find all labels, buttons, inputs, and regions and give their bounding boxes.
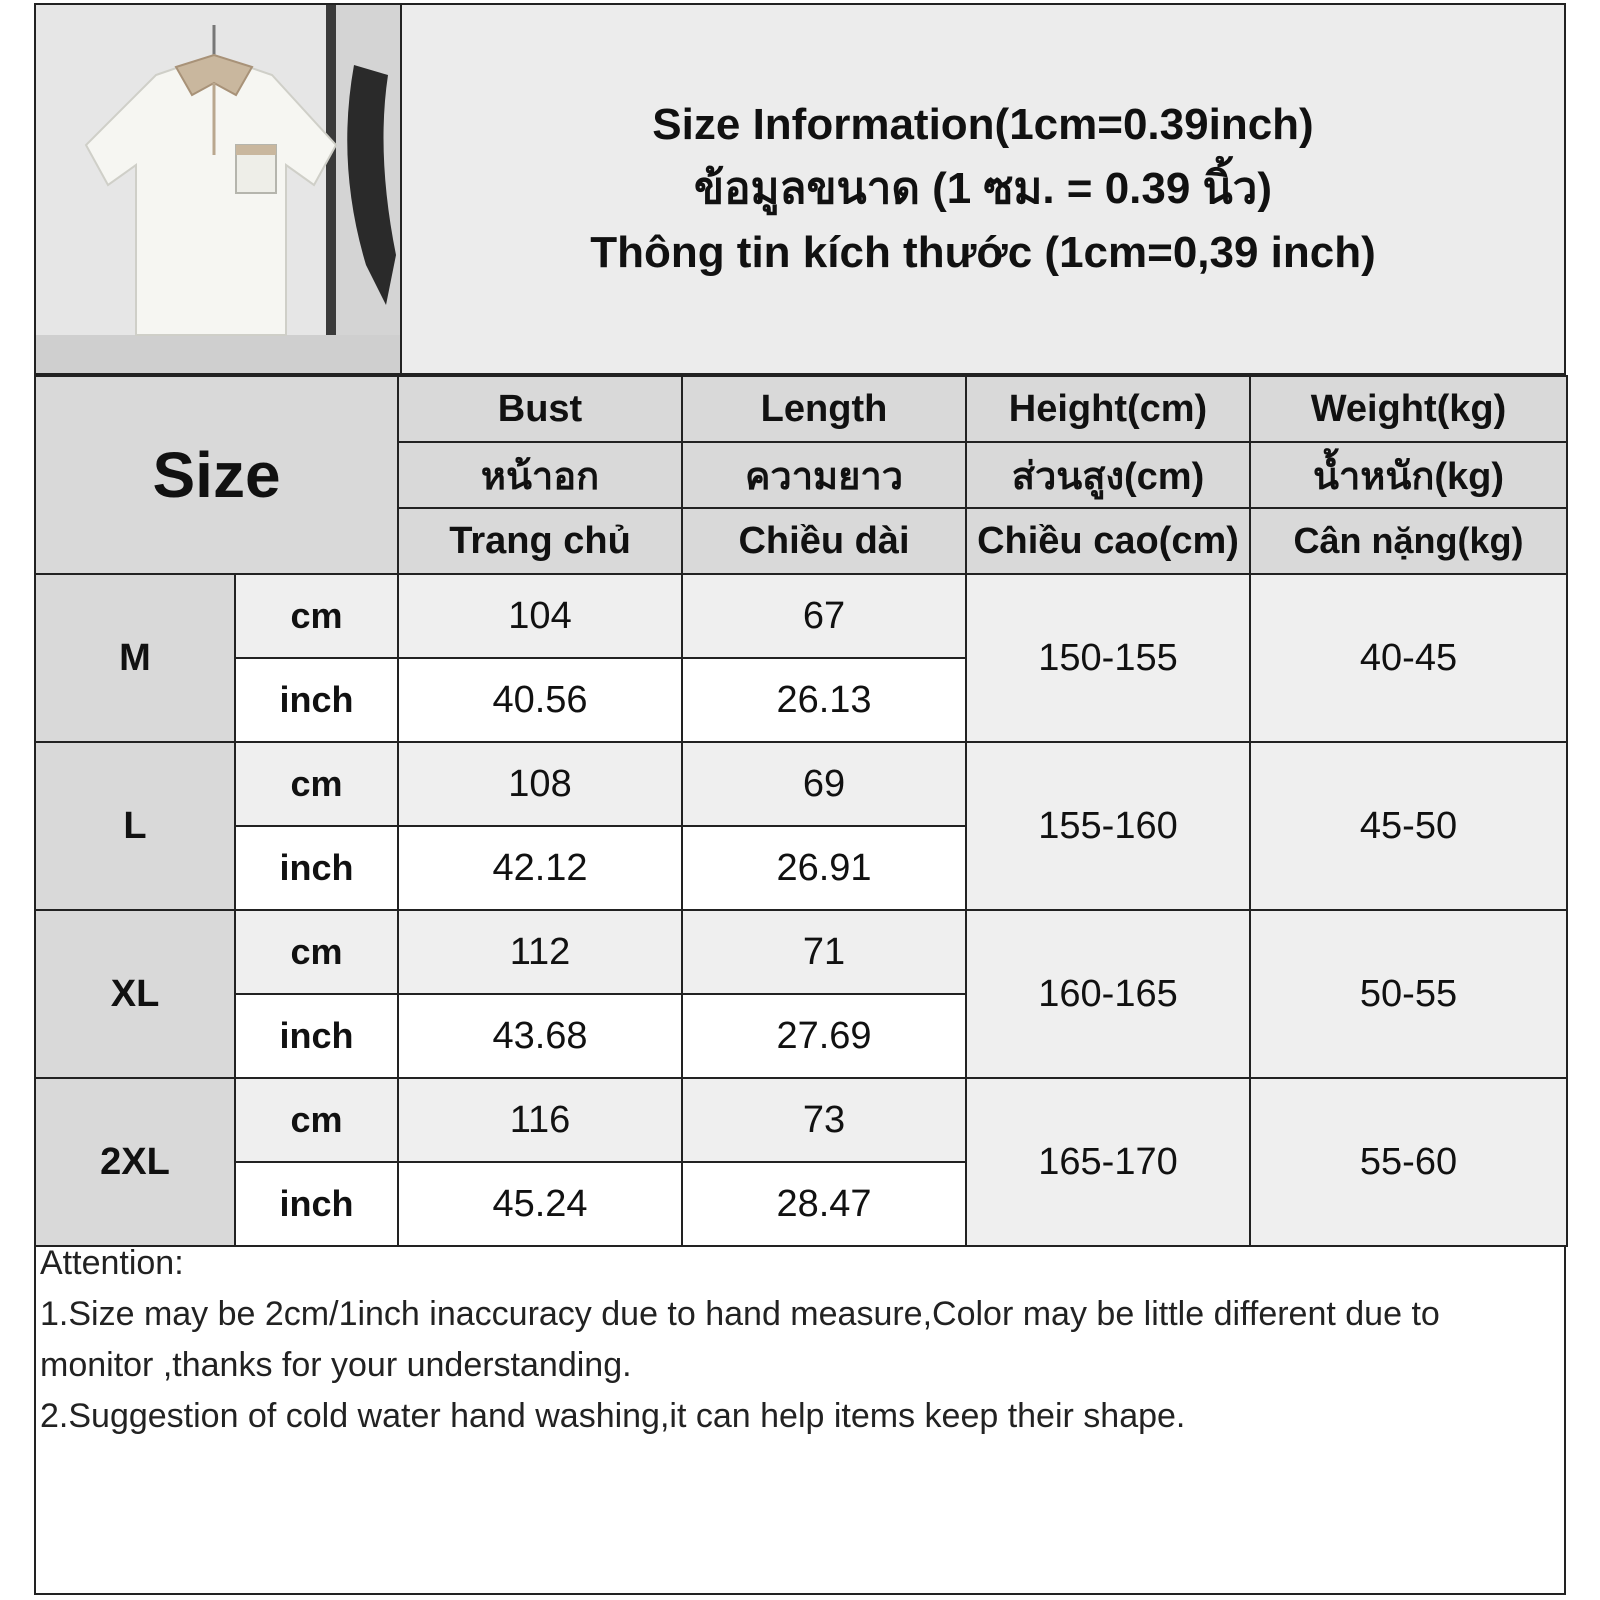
length-cm: 71 bbox=[682, 910, 966, 994]
size-header: Size bbox=[35, 376, 398, 574]
bust-cm: 116 bbox=[398, 1078, 682, 1162]
unit-label: inch bbox=[235, 994, 398, 1078]
table-row bbox=[35, 1078, 1567, 1162]
weight-range: 45-50 bbox=[1250, 742, 1567, 910]
col-header-length-th: ความยาว bbox=[682, 442, 966, 508]
table-row bbox=[35, 742, 1567, 826]
height-range: 150-155 bbox=[966, 574, 1250, 742]
height-range: 155-160 bbox=[966, 742, 1250, 910]
col-header-height: Height(cm) bbox=[966, 376, 1250, 442]
col-header-weight-th: น้ำหนัก(kg) bbox=[1250, 442, 1567, 508]
unit-label: cm bbox=[235, 574, 398, 658]
bust-cm: 104 bbox=[398, 574, 682, 658]
weight-range: 40-45 bbox=[1250, 574, 1567, 742]
unit-label: cm bbox=[235, 1078, 398, 1162]
table-row bbox=[35, 574, 1567, 658]
table-row bbox=[35, 910, 1567, 994]
size-name: 2XL bbox=[35, 1078, 235, 1246]
title-thai: ข้อมูลขนาด (1 ซม. = 0.39 นิ้ว) bbox=[693, 164, 1272, 213]
length-inch: 28.47 bbox=[682, 1162, 966, 1246]
col-header-length: Length bbox=[682, 376, 966, 442]
col-header-height-vi: Chiều cao(cm) bbox=[966, 508, 1250, 574]
length-cm: 67 bbox=[682, 574, 966, 658]
length-inch: 26.13 bbox=[682, 658, 966, 742]
size-name: L bbox=[35, 742, 235, 910]
header-row-en bbox=[35, 376, 1567, 442]
title-english: Size Information(1cm=0.39inch) bbox=[652, 100, 1314, 149]
polo-shirt-icon bbox=[36, 5, 402, 375]
bust-cm: 112 bbox=[398, 910, 682, 994]
col-header-weight-vi: Cân nặng(kg) bbox=[1250, 508, 1567, 574]
length-cm: 69 bbox=[682, 742, 966, 826]
size-table bbox=[34, 375, 1568, 1247]
bust-inch: 43.68 bbox=[398, 994, 682, 1078]
weight-range: 55-60 bbox=[1250, 1078, 1567, 1246]
col-header-bust-th: หน้าอก bbox=[398, 442, 682, 508]
col-header-weight: Weight(kg) bbox=[1250, 376, 1567, 442]
length-inch: 26.91 bbox=[682, 826, 966, 910]
unit-label: inch bbox=[235, 658, 398, 742]
height-range: 165-170 bbox=[966, 1078, 1250, 1246]
height-range: 160-165 bbox=[966, 910, 1250, 1078]
weight-range: 50-55 bbox=[1250, 910, 1567, 1078]
bust-inch: 45.24 bbox=[398, 1162, 682, 1246]
unit-label: inch bbox=[235, 1162, 398, 1246]
col-header-length-vi: Chiều dài bbox=[682, 508, 966, 574]
length-cm: 73 bbox=[682, 1078, 966, 1162]
size-info-title bbox=[402, 5, 1564, 375]
unit-label: cm bbox=[235, 910, 398, 994]
title-vietnamese: Thông tin kích thước (1cm=0,39 inch) bbox=[590, 228, 1376, 277]
col-header-height-th: ส่วนสูง(cm) bbox=[966, 442, 1250, 508]
bust-inch: 40.56 bbox=[398, 658, 682, 742]
attention-notes bbox=[40, 1238, 1560, 1442]
notes-heading: Attention: bbox=[40, 1244, 184, 1282]
length-inch: 27.69 bbox=[682, 994, 966, 1078]
col-header-bust-vi: Trang chủ bbox=[398, 508, 682, 574]
size-name: M bbox=[35, 574, 235, 742]
col-header-bust: Bust bbox=[398, 376, 682, 442]
note-item: 2.Suggestion of cold water hand washing,it can help items keep their shape. bbox=[40, 1397, 1186, 1435]
note-item: 1.Size may be 2cm/1inch inaccuracy due to hand measure,Color may be little different due to monitor ,thanks for your understanding. bbox=[40, 1295, 1440, 1384]
product-photo bbox=[36, 5, 402, 375]
bust-inch: 42.12 bbox=[398, 826, 682, 910]
unit-label: inch bbox=[235, 826, 398, 910]
size-name: XL bbox=[35, 910, 235, 1078]
unit-label: cm bbox=[235, 742, 398, 826]
bust-cm: 108 bbox=[398, 742, 682, 826]
